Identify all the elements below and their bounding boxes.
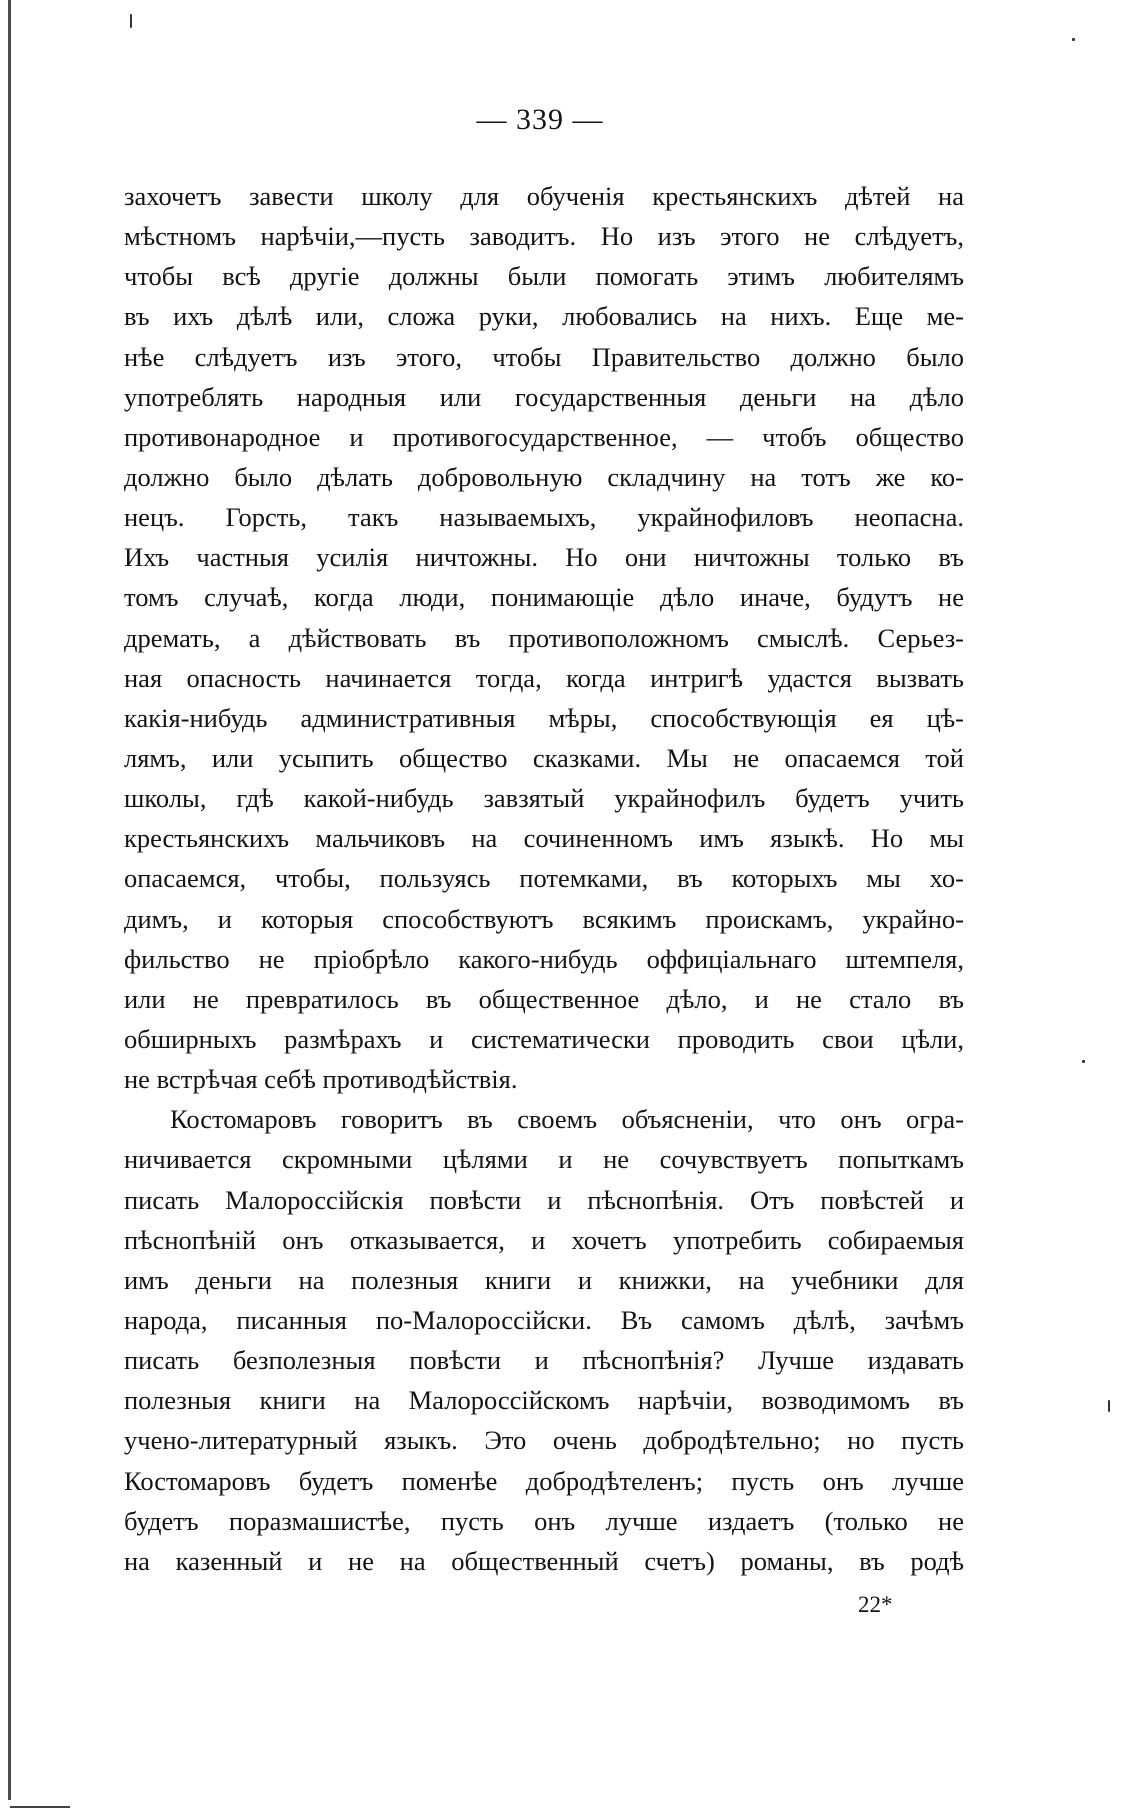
scan-speck bbox=[1072, 38, 1075, 41]
scan-speck bbox=[130, 14, 132, 28]
text-line: будетъ поразмашистѣе, пусть онъ лучше издаетъ (только не bbox=[124, 1505, 964, 1536]
text-line: захочетъ завести школу для обученія крестьянскихъ дѣтей на bbox=[124, 181, 964, 211]
text-line: писать Малороссійскія повѣсти и пѣснопѣнія. Отъ повѣстей и bbox=[124, 1184, 964, 1215]
text-line: учено-литературный языкъ. Это очень добродѣтельно; но пусть bbox=[124, 1425, 964, 1456]
text-line: народа, писанныя по-Малороссійски. Въ самомъ дѣлѣ, зачѣмъ bbox=[124, 1304, 964, 1335]
text-line: мѣстномъ нарѣчіи,—пусть заводитъ. Но изъ этого не слѣдуетъ, bbox=[124, 221, 964, 252]
page-number: — 339 — bbox=[476, 103, 604, 136]
paragraph-1 bbox=[124, 176, 964, 1099]
text-line: дремать, а дѣйствовать въ противоположномъ смыслѣ. Серьез- bbox=[124, 622, 964, 653]
text-line: должно было дѣлать добровольную складчину на тотъ же ко- bbox=[124, 461, 964, 492]
scan-edge-mark bbox=[10, 1806, 70, 1808]
scan-speck bbox=[1082, 1060, 1085, 1063]
binding-edge-line bbox=[8, 0, 11, 1800]
text-line: употреблять народныя или государственныя деньги на дѣло bbox=[124, 381, 964, 412]
text-line: ничивается скромными цѣлями и не сочувствуетъ попыткамъ bbox=[124, 1144, 964, 1175]
text-line: противонародное и противогосударственное, — чтобъ общество bbox=[124, 421, 964, 452]
text-line: на казенный и не на общественный счетъ) романы, въ родѣ bbox=[124, 1545, 964, 1576]
text-line: пѣснопѣній онъ отказывается, и хочетъ употребить собираемыя bbox=[124, 1224, 964, 1255]
text-line: школы, гдѣ какой-нибудь завзятый украйнофилъ будетъ учить bbox=[124, 783, 964, 814]
text-line: какія-нибудь административныя мѣры, способствующія ея цѣ- bbox=[124, 702, 964, 733]
text-line: или не превратилось въ общественное дѣло, и не стало въ bbox=[124, 983, 964, 1014]
text-line: нецъ. Горсть, такъ называемыхъ, украйнофиловъ неопасна. bbox=[124, 502, 964, 533]
text-line: писать безполезныя повѣсти и пѣснопѣнія? Лучше издавать bbox=[124, 1345, 964, 1376]
text-line: лямъ, или усыпить общество сказками. Мы не опасаемся той bbox=[124, 742, 964, 773]
text-line: томъ случаѣ, когда люди, понимающіе дѣло иначе, будутъ не bbox=[124, 582, 964, 613]
text-line: Ихъ частныя усилія ничтожны. Но они ничтожны только въ bbox=[124, 542, 964, 573]
text-line: Костомаровъ говоритъ въ своемъ объясненіи, что онъ огра- bbox=[170, 1104, 964, 1135]
text-line: Костомаровъ будетъ поменѣе добродѣтеленъ; пусть онъ лучше bbox=[124, 1465, 964, 1496]
text-line: чтобы всѣ другіе должны были помогать этимъ любителямъ bbox=[124, 261, 964, 292]
text-line: ная опасность начинается тогда, когда интригѣ удастся вызвать bbox=[124, 662, 964, 693]
signature-mark: 22* bbox=[858, 1592, 893, 1617]
text-line: опасаемся, чтобы, пользуясь потемками, въ которыхъ мы хо- bbox=[124, 863, 964, 894]
text-line: фильство не пріобрѣло какого-нибудь оффиціальнаго штемпеля, bbox=[124, 943, 964, 974]
text-line: нѣе слѣдуетъ изъ этого, чтобы Правительство должно было bbox=[124, 341, 964, 372]
paragraph-2 bbox=[124, 1099, 964, 1581]
body-text bbox=[124, 176, 964, 1581]
text-line: обширныхъ размѣрахъ и систематически проводить свои цѣли, bbox=[124, 1023, 964, 1054]
scan-speck bbox=[1108, 1400, 1110, 1412]
text-line: крестьянскихъ мальчиковъ на сочиненномъ имъ языкѣ. Но мы bbox=[124, 823, 964, 854]
text-line: полезныя книги на Малороссійскомъ нарѣчіи, возводимомъ въ bbox=[124, 1385, 964, 1416]
text-line: не встрѣчая себѣ противодѣйствія. bbox=[124, 1064, 518, 1095]
text-line: въ ихъ дѣлѣ или, сложа руки, любовались на нихъ. Еще ме- bbox=[124, 301, 964, 332]
text-line: имъ деньги на полезныя книги и книжки, на учебники для bbox=[124, 1264, 964, 1295]
text-line: димъ, и которыя способствуютъ всякимъ проискамъ, украйно- bbox=[124, 903, 964, 934]
